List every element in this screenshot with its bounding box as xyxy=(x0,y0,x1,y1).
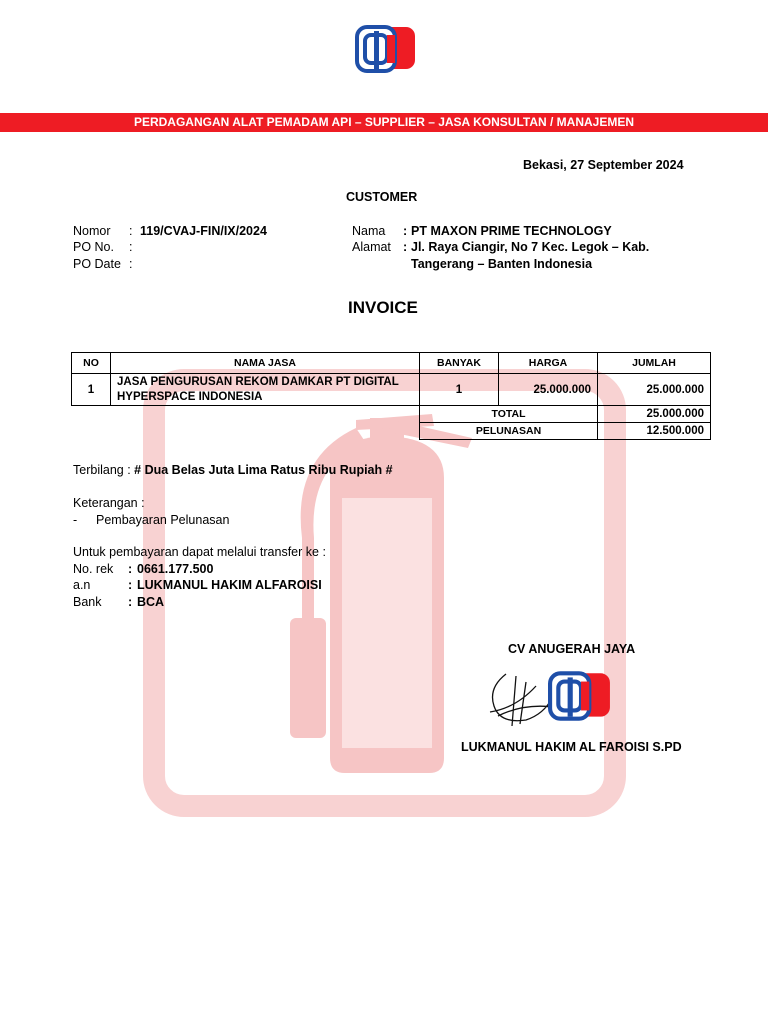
alamat-line1: Jl. Raya Ciangir, No 7 Kec. Legok – Kab. xyxy=(411,240,650,254)
terbilang xyxy=(73,463,393,477)
pelunasan-row xyxy=(72,423,711,440)
norek-label: No. rek xyxy=(73,562,114,576)
an-label: a.n xyxy=(73,578,91,592)
alamat-colon: : xyxy=(403,240,408,254)
bank-value: BCA xyxy=(137,595,165,609)
col-no: NO xyxy=(72,353,111,374)
row-harga: 25.000.000 xyxy=(499,374,598,406)
row-jumlah: 25.000.000 xyxy=(598,374,711,406)
table-header-row xyxy=(72,353,711,374)
col-nama-jasa: NAMA JASA xyxy=(111,353,420,374)
company-logo xyxy=(355,25,417,73)
norek-value: 0661.177.500 xyxy=(137,562,214,576)
total-value: 25.000.000 xyxy=(598,406,711,423)
total-label: TOTAL xyxy=(420,406,598,423)
customer-heading: CUSTOMER xyxy=(346,190,418,204)
terbilang-value: # Dua Belas Juta Lima Ratus Ribu Rupiah # xyxy=(134,463,393,477)
place-date: Bekasi, 27 September 2024 xyxy=(523,158,684,172)
po-no-colon: : xyxy=(129,240,133,254)
bank-colon: : xyxy=(128,595,133,609)
row-banyak: 1 xyxy=(420,374,499,406)
payment-intro: Untuk pembayaran dapat melalui transfer ke : xyxy=(73,545,326,559)
table-row xyxy=(72,374,711,406)
pelunasan-label: PELUNASAN xyxy=(420,423,598,440)
alamat-label: Alamat xyxy=(352,240,391,254)
col-harga: HARGA xyxy=(499,353,598,374)
stamp-logo xyxy=(548,670,612,722)
nomor-value: 119/CVAJ-FIN/IX/2024 xyxy=(140,224,267,238)
nomor-label: Nomor xyxy=(73,224,111,238)
signature-name: LUKMANUL HAKIM AL FAROISI S.PD xyxy=(461,740,682,754)
invoice-table xyxy=(71,352,711,440)
nomor-colon: : xyxy=(129,224,133,238)
col-jumlah: JUMLAH xyxy=(598,353,711,374)
alamat-line2: Tangerang – Banten Indonesia xyxy=(411,257,593,271)
norek-colon: : xyxy=(128,562,133,576)
bank-label: Bank xyxy=(73,595,102,609)
pelunasan-value: 12.500.000 xyxy=(598,423,711,440)
keterangan-label: Keterangan : xyxy=(73,496,145,510)
an-colon: : xyxy=(128,578,133,592)
keterangan-bullet: - xyxy=(73,513,78,527)
invoice-title: INVOICE xyxy=(348,298,418,317)
company-banner: PERDAGANGAN ALAT PEMADAM API – SUPPLIER – JASA KONSULTAN / MANAJEMEN xyxy=(0,113,768,132)
col-banyak: BANYAK xyxy=(420,353,499,374)
po-no-label: PO No. xyxy=(73,240,114,254)
terbilang-label: Terbilang : xyxy=(73,463,131,477)
row-nama-jasa xyxy=(111,374,420,406)
nama-label: Nama xyxy=(352,224,386,238)
row-no: 1 xyxy=(72,374,111,406)
an-value: LUKMANUL HAKIM ALFAROISI xyxy=(137,578,322,592)
nama-value: PT MAXON PRIME TECHNOLOGY xyxy=(411,224,612,238)
row-nama-line2: HYPERSPACE INDONESIA xyxy=(117,390,263,403)
po-date-label: PO Date xyxy=(73,257,121,271)
signature-company: CV ANUGERAH JAYA xyxy=(508,642,636,656)
total-row xyxy=(72,406,711,423)
row-nama-line1: JASA PENGURUSAN REKOM DAMKAR PT DIGITAL xyxy=(117,375,399,388)
po-date-colon: : xyxy=(129,257,133,271)
nama-colon: : xyxy=(403,224,408,238)
keterangan-item: Pembayaran Pelunasan xyxy=(96,513,230,527)
